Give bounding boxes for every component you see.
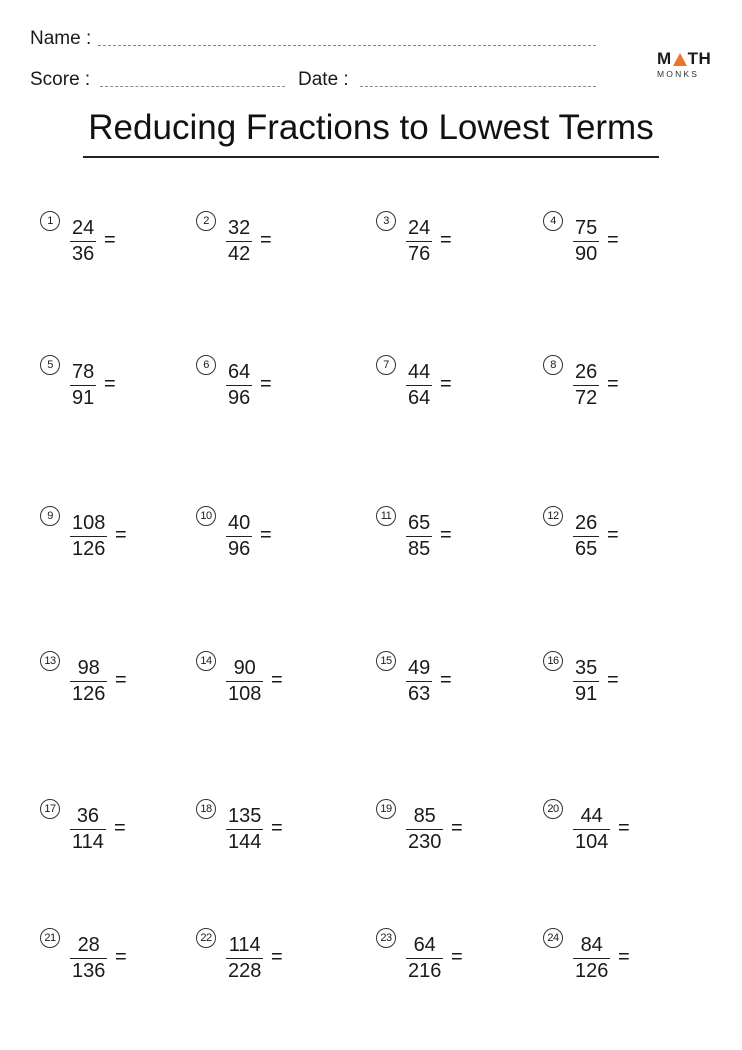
numerator: 64: [413, 934, 436, 956]
fraction-bar: [70, 681, 107, 682]
numerator: 98: [77, 657, 100, 679]
problem-number-badge: 5: [40, 355, 60, 375]
problem-item: [196, 799, 326, 859]
numerator: 49: [408, 657, 431, 679]
equals-sign: =: [440, 524, 452, 546]
numerator: 28: [77, 934, 100, 956]
fraction-bar: [406, 385, 432, 386]
fraction: [70, 512, 107, 561]
numerator: 85: [413, 805, 436, 827]
numerator: 114: [228, 934, 261, 956]
problem-item: [376, 355, 506, 415]
denominator: 216: [408, 960, 442, 982]
problem-item: [40, 799, 170, 859]
fraction-bar: [70, 829, 106, 830]
fraction-bar: [70, 241, 96, 242]
problem-number-badge: 17: [40, 799, 60, 819]
page-title: Reducing Fractions to Lowest Terms: [88, 108, 654, 147]
equals-sign: =: [271, 669, 283, 691]
fraction-bar: [573, 958, 610, 959]
logo-subtext: MONKS: [657, 69, 700, 79]
equals-sign: =: [115, 946, 127, 968]
problem-number-badge: 14: [196, 651, 216, 671]
numerator: 26: [575, 361, 598, 383]
problem-number-badge: 23: [376, 928, 396, 948]
equals-sign: =: [607, 669, 619, 691]
equals-sign: =: [260, 373, 272, 395]
problem-item: [40, 651, 170, 711]
equals-sign: =: [104, 229, 116, 251]
numerator: 32: [228, 217, 251, 239]
fraction: [573, 361, 599, 410]
denominator: 72: [575, 387, 598, 409]
equals-sign: =: [607, 229, 619, 251]
equals-sign: =: [451, 817, 463, 839]
denominator: 64: [408, 387, 431, 409]
equals-sign: =: [440, 373, 452, 395]
equals-sign: =: [271, 817, 283, 839]
fraction: [70, 361, 96, 410]
fraction-bar: [406, 241, 432, 242]
problem-item: [376, 928, 506, 988]
denominator: 76: [408, 243, 431, 265]
problem-number-badge: 19: [376, 799, 396, 819]
equals-sign: =: [104, 373, 116, 395]
problem-number-badge: 6: [196, 355, 216, 375]
logo-wordmark: [657, 50, 717, 68]
fraction: [573, 805, 610, 854]
fraction-bar: [226, 681, 263, 682]
denominator: 114: [72, 831, 104, 853]
problem-item: [196, 506, 326, 566]
numerator: 108: [72, 512, 106, 534]
denominator: 104: [575, 831, 609, 853]
problem-number-badge: 13: [40, 651, 60, 671]
problem-item: [376, 799, 506, 859]
problem-item: [196, 211, 326, 271]
equals-sign: =: [271, 946, 283, 968]
problem-item: [543, 651, 673, 711]
fraction: [226, 805, 263, 854]
logo-m: M: [657, 49, 672, 68]
triangle-icon: [673, 53, 687, 66]
problem-number-badge: 4: [543, 211, 563, 231]
problem-item: [543, 355, 673, 415]
fraction: [226, 934, 263, 983]
title-underline: [83, 156, 659, 158]
problem-number-badge: 8: [543, 355, 563, 375]
denominator: 228: [228, 960, 262, 982]
fraction: [70, 805, 106, 854]
fraction-bar: [406, 536, 432, 537]
fraction-bar: [226, 241, 252, 242]
denominator: 96: [228, 538, 251, 560]
problem-number-badge: 18: [196, 799, 216, 819]
problem-item: [376, 211, 506, 271]
equals-sign: =: [260, 524, 272, 546]
problem-number-badge: 11: [376, 506, 396, 526]
equals-sign: =: [607, 524, 619, 546]
fraction-bar: [70, 536, 107, 537]
fraction-bar: [70, 385, 96, 386]
equals-sign: =: [114, 817, 126, 839]
fraction: [70, 657, 107, 706]
numerator: 40: [228, 512, 251, 534]
equals-sign: =: [607, 373, 619, 395]
numerator: 44: [408, 361, 431, 383]
problem-number-badge: 9: [40, 506, 60, 526]
fraction: [406, 657, 432, 706]
problem-item: [543, 506, 673, 566]
denominator: 36: [72, 243, 95, 265]
fraction-bar: [406, 681, 432, 682]
problem-item: [40, 928, 170, 988]
problem-number-badge: 16: [543, 651, 563, 671]
numerator: 35: [575, 657, 598, 679]
equals-sign: =: [440, 669, 452, 691]
equals-sign: =: [440, 229, 452, 251]
problem-number-badge: 20: [543, 799, 563, 819]
numerator: 24: [408, 217, 431, 239]
fraction: [573, 512, 599, 561]
fraction-bar: [573, 241, 599, 242]
denominator: 136: [72, 960, 106, 982]
denominator: 126: [72, 683, 106, 705]
problem-number-badge: 2: [196, 211, 216, 231]
problem-number-badge: 3: [376, 211, 396, 231]
fraction: [226, 361, 252, 410]
fraction: [406, 934, 443, 983]
fraction: [226, 512, 252, 561]
problem-item: [376, 651, 506, 711]
numerator: 44: [580, 805, 603, 827]
problem-item: [543, 799, 673, 859]
fraction-bar: [226, 536, 252, 537]
problem-item: [40, 355, 170, 415]
fraction-bar: [70, 958, 107, 959]
denominator: 126: [72, 538, 106, 560]
denominator: 42: [228, 243, 251, 265]
fraction-bar: [573, 681, 599, 682]
numerator: 24: [72, 217, 95, 239]
fraction-bar: [226, 385, 252, 386]
score-field[interactable]: [100, 86, 285, 87]
fraction-bar: [406, 829, 443, 830]
problem-number-badge: 22: [196, 928, 216, 948]
numerator: 78: [72, 361, 95, 383]
logo-th: TH: [687, 49, 712, 68]
fraction: [70, 934, 107, 983]
date-field[interactable]: [360, 86, 596, 87]
fraction-bar: [406, 958, 443, 959]
denominator: 65: [575, 538, 598, 560]
equals-sign: =: [115, 524, 127, 546]
math-monks-logo: [657, 50, 717, 86]
fraction: [406, 805, 443, 854]
problem-item: [40, 506, 170, 566]
problem-number-badge: 21: [40, 928, 60, 948]
numerator: 26: [575, 512, 598, 534]
fraction: [406, 217, 432, 266]
equals-sign: =: [115, 669, 127, 691]
denominator: 108: [228, 683, 262, 705]
score-label: Score :: [30, 69, 91, 90]
equals-sign: =: [618, 946, 630, 968]
fraction-bar: [573, 385, 599, 386]
denominator: 90: [575, 243, 598, 265]
problem-number-badge: 10: [196, 506, 216, 526]
problem-number-badge: 12: [543, 506, 563, 526]
fraction-bar: [573, 829, 610, 830]
date-label: Date :: [298, 69, 349, 90]
fraction: [226, 217, 252, 266]
equals-sign: =: [451, 946, 463, 968]
fraction: [406, 361, 432, 410]
problem-number-badge: 15: [376, 651, 396, 671]
denominator: 96: [228, 387, 251, 409]
denominator: 230: [408, 831, 442, 853]
problem-item: [40, 211, 170, 271]
denominator: 91: [575, 683, 598, 705]
numerator: 65: [408, 512, 431, 534]
fraction-bar: [226, 829, 263, 830]
name-field[interactable]: [98, 45, 596, 46]
fraction: [573, 934, 610, 983]
numerator: 64: [228, 361, 251, 383]
denominator: 144: [228, 831, 262, 853]
problem-item: [376, 506, 506, 566]
numerator: 135: [228, 805, 262, 827]
fraction: [573, 657, 599, 706]
numerator: 84: [580, 934, 603, 956]
fraction: [406, 512, 432, 561]
denominator: 63: [408, 683, 431, 705]
problem-number-badge: 1: [40, 211, 60, 231]
denominator: 85: [408, 538, 431, 560]
problem-item: [543, 211, 673, 271]
fraction-bar: [573, 536, 599, 537]
problem-item: [196, 928, 326, 988]
numerator: 36: [76, 805, 100, 827]
equals-sign: =: [618, 817, 630, 839]
fraction: [573, 217, 599, 266]
fraction: [226, 657, 263, 706]
denominator: 91: [72, 387, 95, 409]
denominator: 126: [575, 960, 609, 982]
equals-sign: =: [260, 229, 272, 251]
name-label: Name :: [30, 28, 92, 49]
problem-number-badge: 24: [543, 928, 563, 948]
fraction: [70, 217, 96, 266]
problem-item: [196, 355, 326, 415]
numerator: 75: [575, 217, 598, 239]
problem-number-badge: 7: [376, 355, 396, 375]
numerator: 90: [233, 657, 256, 679]
problem-item: [543, 928, 673, 988]
problem-item: [196, 651, 326, 711]
fraction-bar: [226, 958, 263, 959]
